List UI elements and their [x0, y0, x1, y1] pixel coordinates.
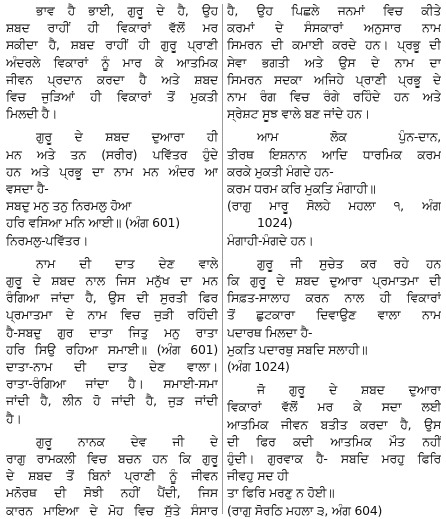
- text-line: ਭਾਵ ਹੈ ਭਾਈ, ਗੁਰੂ ਦੇ ਹੈ, ਉਹ: [36, 3, 218, 18]
- text-line: ਮਨੋਰਥ ਦੀ ਸੋਝੀ ਨਹੀਂ ਪੈਂਦੀ, ਜਿਸ: [6, 485, 218, 501]
- text-line: ਵਸਦਾ ਹੈ-: [6, 181, 49, 197]
- text-line: ਤਾ ਫਿਰਿ ਮਰਣੁ ਨ ਹੋਈ॥: [227, 485, 335, 501]
- text-line: ਜਾਂਦੀ ਹੈ, ਲੀਨ ਹੋ ਜਾਂਦੀ ਹੈ, ਜੁੜ ਜਾਂਦੀ: [6, 393, 218, 409]
- text-line: ਸੇਵਾ ਭਗਤੀ ਅਤੇ ਉਸ ਦੇ ਨਾਮ ਦਾ: [227, 54, 441, 70]
- text-line: ਮੁਕਤਿ ਪਦਾਰਥੁ ਸਬਦਿ ਸਲਾਹੀ॥: [227, 341, 368, 357]
- text-line: ਸਿਮਰਨ ਦੀ ਕਮਾਈ ਕਰਦੇ ਹਨ। ਪ੍ਰਭੂ ਦੀ: [227, 37, 441, 53]
- text-line: ਰਾਤਾ-ਰੰਗਿਆ ਜਾਂਦਾ ਹੈ। ਸਮਾਈ-ਸਮਾ: [6, 376, 218, 392]
- text-line: ਜੀਵਨ ਪ੍ਰਦਾਨ ਕਰਦਾ ਹੈ ਅਤੇ ਸ਼ਬਦ: [6, 71, 218, 87]
- text-line: (ਅੰਗ 1024): [227, 359, 290, 375]
- text-line: ਵਿਚ ਜੁੜਿਆਂ ਹੀ ਵਿਕਾਰਾਂ ਤੋਂ ਮੁਕਤੀ: [6, 89, 218, 105]
- text-line: ਗੁਰੂ ਜੀ ਸੁਚੇਤ ਕਰ ਰਹੇ ਹਨ: [257, 255, 441, 271]
- text-line: ਪਦਾਰਥ ਮਿਲਦਾ ਹੈ-: [227, 324, 313, 340]
- text-line: ਪ੍ਰਮਾਤਮਾ ਦੇ ਨਾਮ ਵਿਚ ਜੁੜੀ ਰਹਿੰਦੀ: [6, 307, 218, 323]
- text-line: ਮਿਲਦੀ ਹੈ।: [6, 106, 58, 122]
- text-line: ਸ੍ਰੇਸ਼ਟ ਸੂਝ ਵਾਲੇ ਬਣ ਜਾਂਦੇ ਹਨ।: [227, 106, 370, 122]
- text-line: ਸ਼ਬਦ ਰਾਹੀਂ ਹੀ ਵਿਕਾਰਾਂ ਵੱਲੋਂ ਮਰ: [6, 20, 218, 36]
- text-line: ਦਾਤਾ-ਨਾਮ ਦੀ ਦਾਤ ਦੇਣ ਵਾਲਾ।: [6, 359, 218, 375]
- text-line: ਗੁਰੂ ਨਾਨਕ ਦੇਵ ਜੀ ਦੇ: [36, 433, 218, 449]
- text-line: ਤੋਂ ਛੁਟਕਾਰਾ ਦਿਵਾਉਣ ਵਾਲਾ ਨਾਮ: [227, 307, 441, 323]
- text-line: ਤੀਰਥ ਇਸ਼ਨਾਨ ਆਦਿ ਧਾਰਮਿਕ ਕਰਮ: [227, 146, 441, 162]
- text-line: ਰਾਗੁ ਰਾਮਕਲੀ ਵਿਚ ਬਚਨ ਹਨ ਕਿ ਗੁਰੂ: [6, 451, 218, 467]
- text-line: ਮਨ ਅਤੇ ਤਨ (ਸਰੀਰ) ਪਵਿੱਤਰ ਹੁੰਦੇ: [6, 146, 218, 162]
- text-line: ਨਿਰਮਲੁ-ਪਵਿੱਤਰ।: [6, 232, 89, 248]
- text-line: (ਰਾਗੁ ਸੋਰਠਿ ਮਹਲਾ ੩, ਅੰਗ 604): [227, 502, 383, 517]
- text-line: ਕਰਮ ਧਰਮ ਕਰਿ ਮੁਕਤਿ ਮੰਗਾਹੀ॥: [227, 181, 376, 197]
- right-text-column: [227, 2, 441, 517]
- text-line: ਹਰਿ ਸਿਉ ਰਹਿਆ ਸਮਾਈ॥ (ਅੰਗ 601): [6, 341, 218, 357]
- text-line: ਗੁਰੂ ਦੇ ਸ਼ਬਦ ਨਾਲ ਜਿਸ ਮਨੁੱਖ ਦਾ ਮਨ: [6, 273, 218, 289]
- text-line: ਕਰਕੇ ਮੁਕਤੀ ਮੰਗਦੇ ਹਨ-: [227, 163, 334, 179]
- text-line: ਕਿ ਗੁਰੂ ਦੇ ਸ਼ਬਦ ਦੁਆਰਾ ਪ੍ਰਮਾਤਮਾ ਦੀ: [227, 273, 441, 289]
- text-line: ਦੀ ਫਿਰ ਕਦੀ ਆਤਮਿਕ ਮੌਤ ਨਹੀਂ: [227, 433, 441, 449]
- left-text-column: [6, 2, 218, 517]
- text-line: ਹਨ ਅਤੇ ਪ੍ਰਭੂ ਦਾ ਨਾਮ ਮਨ ਅੰਦਰ ਆ: [6, 163, 218, 179]
- text-line: ਆਤਮਿਕ ਜੀਵਨ ਬਤੀਤ ਕਰਦਾ ਹੈ, ਉਸ: [227, 416, 441, 432]
- text-line: ਮੰਗਾਹੀ-ਮੰਗਦੇ ਹਨ।: [227, 232, 314, 248]
- text-line: ਹਰਿ ਵਸਿਆ ਮਨਿ ਆਈ॥ (ਅੰਗ 601): [6, 215, 180, 231]
- text-line: ਸਿਮਰਨ ਸਦਕਾ ਅਜਿਹੇ ਪ੍ਰਾਣੀ ਪ੍ਰਭੂ ਦੇ: [227, 71, 441, 87]
- text-line: ਆਮ ਲੋਕ ਪੁੰਨ-ਦਾਨ,: [257, 129, 441, 145]
- column-divider: [222, 4, 223, 514]
- text-line: ਗੁਰੂ ਦੇ ਸ਼ਬਦ ਦੁਆਰਾ ਹੀ: [36, 129, 218, 145]
- text-line: (ਰਾਗੁ ਮਾਰੂ ਸੋਲਹੇ ਮਹਲਾ ੧, ਅੰਗ: [227, 198, 441, 214]
- text-line: ਸਕੀਦਾ ਹੈ, ਸ਼ਬਦ ਰਾਹੀਂ ਹੀ ਗੁਰੂ ਪ੍ਰਾਣੀ: [6, 37, 218, 53]
- text-line: ਕਾਰਨ ਮਾਇਆ ਦੇ ਮੋਹ ਵਿਚ ਸੁੱਤੇ ਸੰਸਾਰ: [6, 502, 218, 517]
- text-line: ਜੋ ਗੁਰੂ ਦੇ ਸ਼ਬਦ ਦੁਆਰਾ: [257, 382, 441, 398]
- text-line: ਨਾਮ ਦੀ ਦਾਤ ਦੇਣ ਵਾਲੇ: [36, 255, 218, 271]
- text-line: 1024): [257, 215, 293, 231]
- text-line: ਹੈ, ਉਹ ਪਿਛਲੇ ਜਨਮਾਂ ਵਿਚ ਕੀਤੇ: [227, 3, 441, 18]
- text-line: ਕਰਮਾਂ ਦੇ ਸੰਸਕਾਰਾਂ ਅਨੁਸਾਰ ਨਾਮ: [227, 20, 441, 36]
- text-line: ਸਿਫ਼ਤ-ਸਾਲਾਹ ਕਰਨ ਨਾਲ ਹੀ ਵਿਕਾਰਾਂ: [227, 290, 441, 306]
- text-line: ਵਿਕਾਰਾਂ ਵੱਲੋਂ ਮਰ ਕੇ ਸਦਾ ਲਈ: [227, 399, 441, 415]
- text-line: ਹੁੰਦੀ। ਗੁਰਵਾਕ ਹੈ- ਸਬਦਿ ਮਰਹੁ ਫਿਰਿ: [227, 451, 441, 467]
- text-line: ਅੰਦਰਲੇ ਵਿਕਾਰਾਂ ਨੂੰ ਮਾਰ ਕੇ ਆਤਮਿਕ: [6, 54, 218, 70]
- text-line: ਰੰਗਿਆ ਜਾਂਦਾ ਹੈ, ਉਸ ਦੀ ਸੁਰਤੀ ਫਿਰ: [6, 290, 218, 306]
- text-line: ਹੈ।: [6, 410, 22, 426]
- text-line: ਹੈ-ਸਬਦੁ ਗੁਰ ਦਾਤਾ ਜਿਤੁ ਮਨੁ ਰਾਤਾ: [6, 324, 218, 340]
- text-line: ਸਬਦੁ ਮਨੁ ਤਨੁ ਨਿਰਮਲੁ ਹੋਆ: [6, 198, 132, 214]
- text-line: ਨਾਮ ਰੰਗ ਵਿਚ ਰੰਗੇ ਰਹਿੰਦੇ ਹਨ ਅਤੇ: [227, 89, 441, 105]
- text-line: ਦੇ ਸ਼ਬਦ ਤੋਂ ਬਿਨਾਂ ਪ੍ਰਾਣੀ ਨੂੰ ਜੀਵਨ: [6, 468, 218, 484]
- text-line: ਜੀਵਹੁ ਸਦ ਹੀ: [227, 468, 289, 484]
